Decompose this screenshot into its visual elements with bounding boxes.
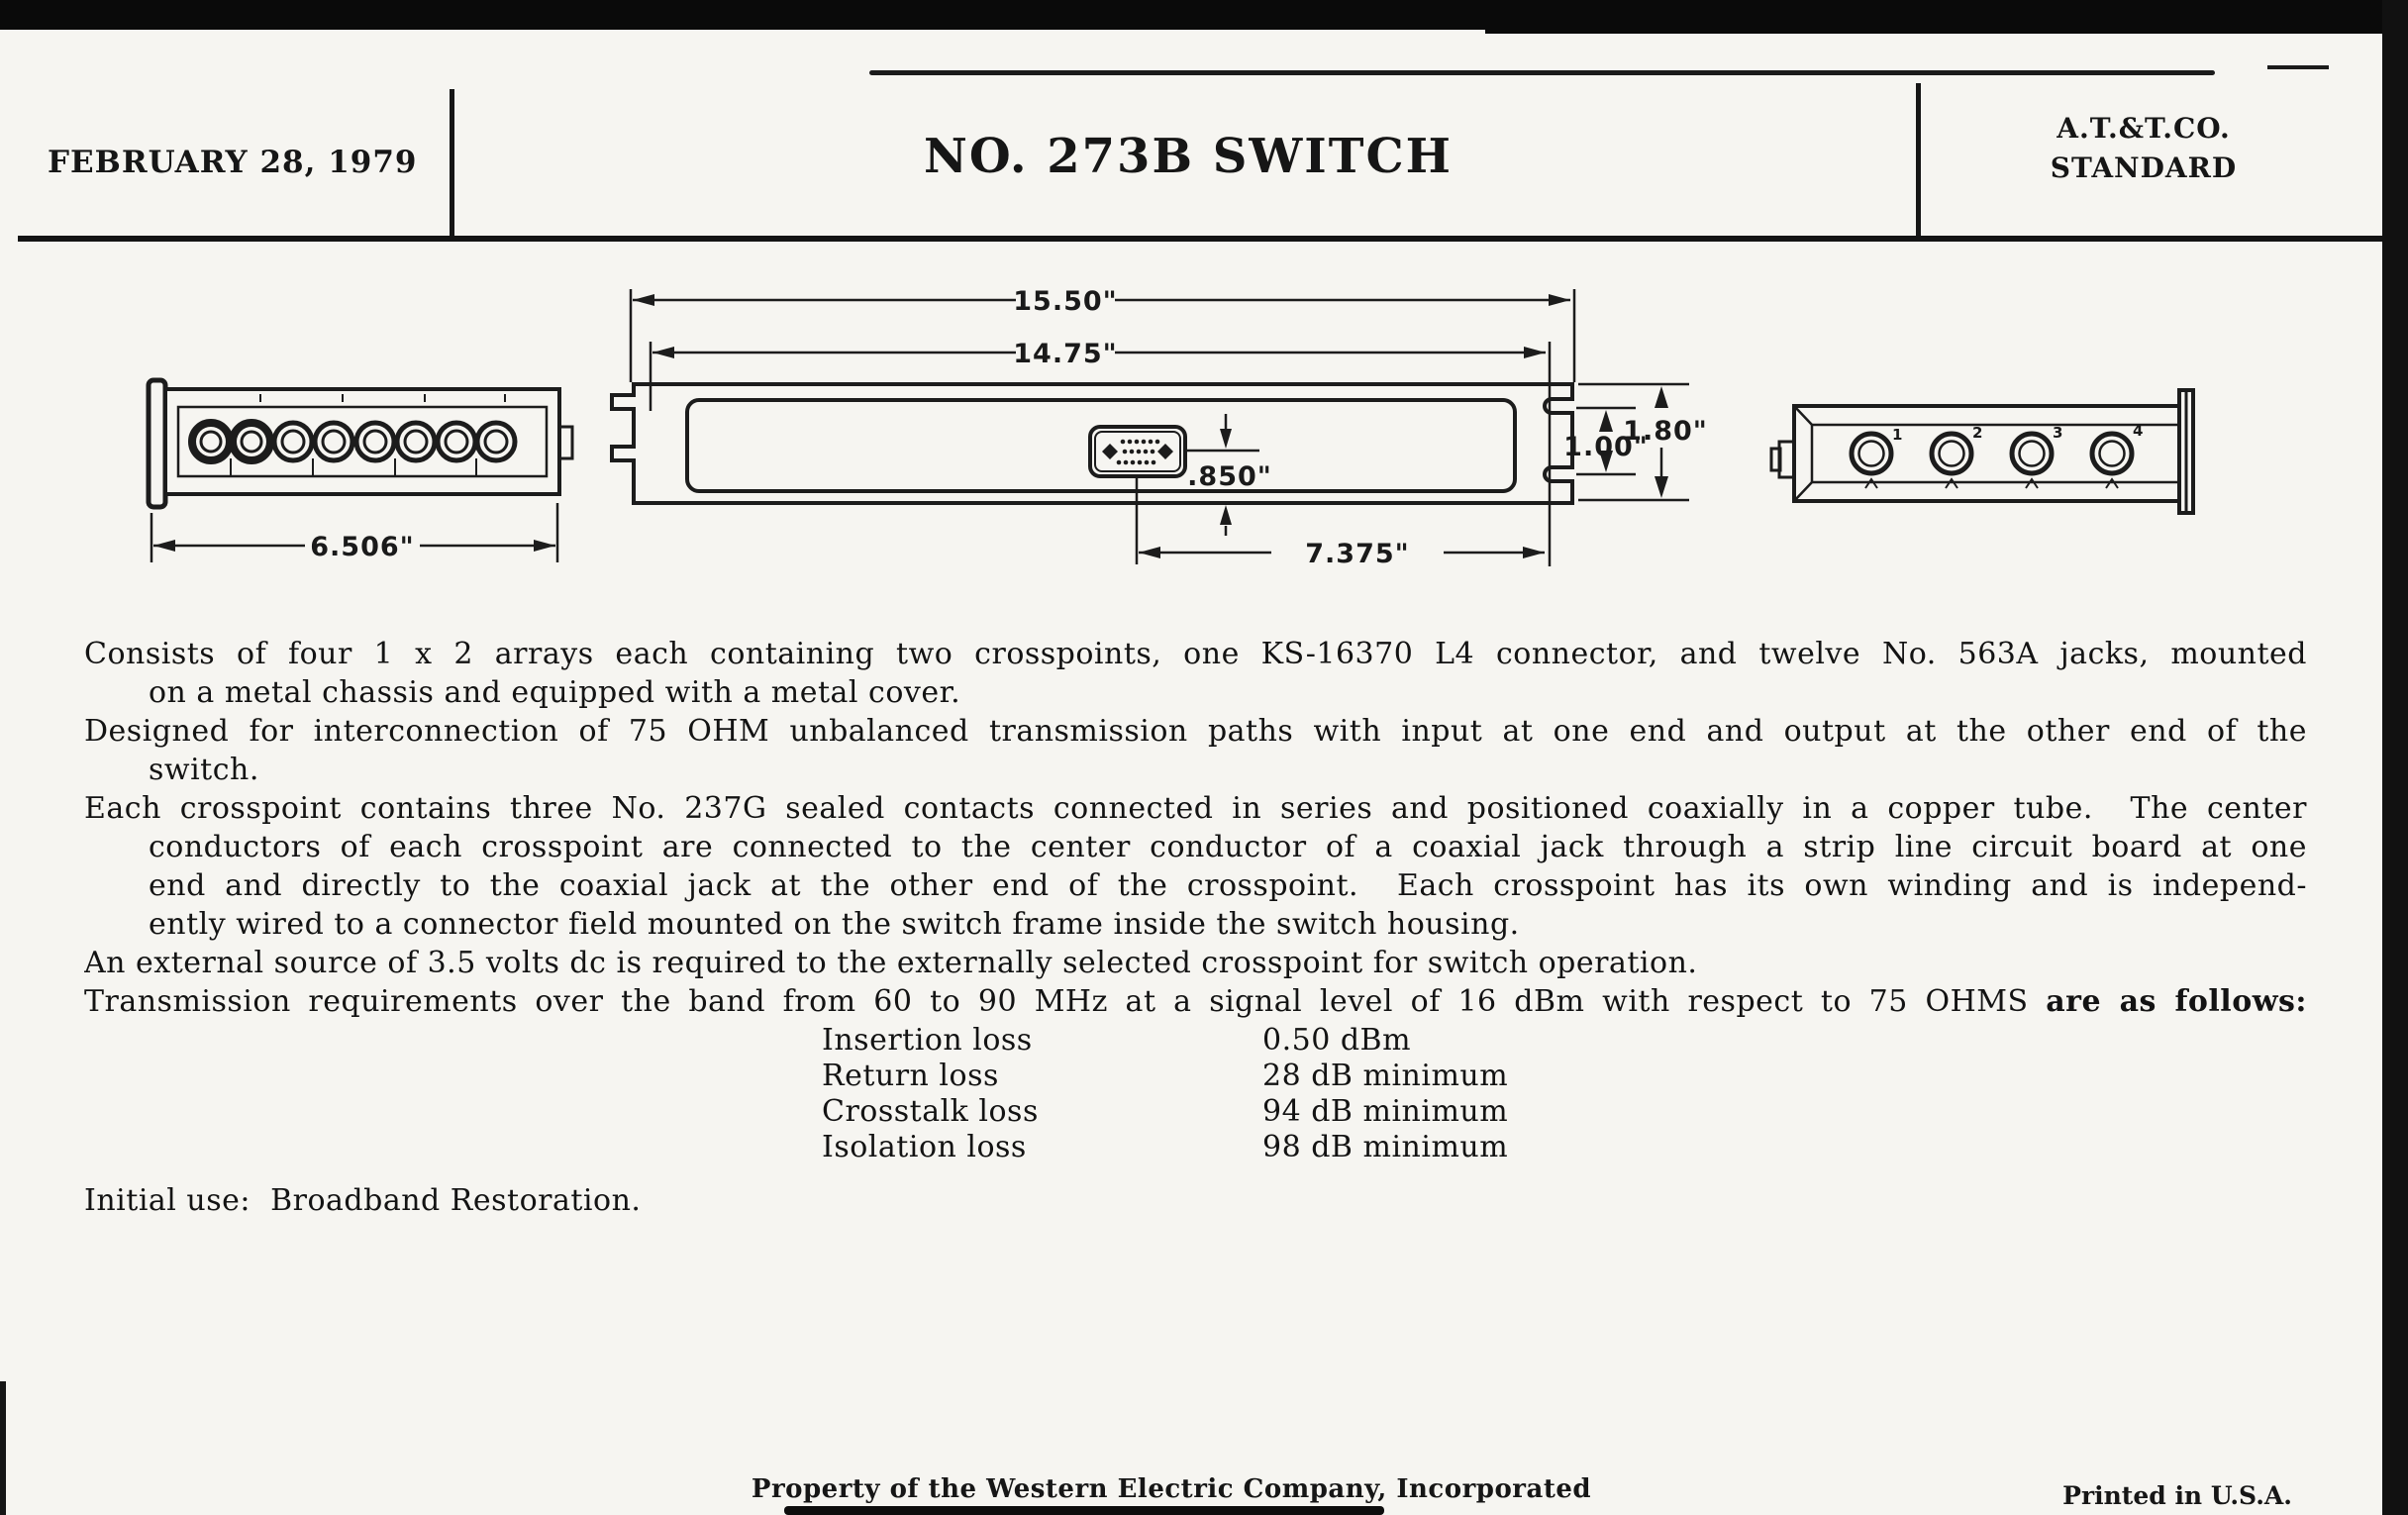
requirement-value: 28 dB minimum: [1262, 1059, 1509, 1093]
paragraph-line: switch.: [149, 753, 259, 787]
org-name: A.T.&T.CO.: [2057, 112, 2231, 145]
paragraph-line: Designed for interconnection of 75 OHM unbalanced transmission paths with input at one end and output at the other end of the: [84, 714, 2307, 749]
dimension-label-overall: 15.50": [1013, 286, 1118, 317]
dimension-label-end: 7.375": [1305, 539, 1410, 569]
paragraph-line: ently wired to a connector field mounted on the switch frame inside the switch housing.: [149, 907, 1520, 942]
are-as-follows-text: are as follows:: [2046, 984, 2307, 1019]
right-end-view: [1771, 390, 2193, 513]
header-bottom-rule: [18, 236, 2384, 242]
org-standard: STANDARD: [2050, 152, 2238, 184]
dimension-label-height: 1.80": [1623, 416, 1708, 447]
initial-use-line: Initial use: Broadband Restoration.: [84, 1183, 642, 1218]
requirement-label: Return loss: [822, 1059, 999, 1093]
jack-number-label: 2: [1972, 424, 1983, 442]
technical-drawing: [0, 275, 2408, 604]
table-row: [822, 1059, 2307, 1094]
footer-printed-in-usa: Printed in U.S.A.: [2062, 1481, 2292, 1510]
scan-border-right: [2382, 0, 2408, 1515]
paragraph-line: Each crosspoint contains three No. 237G sealed contacts connected in series and positioned coaxially in a copper tube. The center: [84, 791, 2307, 826]
requirement-label: Crosstalk loss: [822, 1094, 1039, 1129]
footer-property-notice: Property of the Western Electric Company, Incorporated: [751, 1474, 1592, 1504]
paragraph-line: conductors of each crosspoint are connected to the center conductor of a coaxial jack through a strip line circuit board at one: [149, 830, 2307, 864]
scan-border-left: [0, 1381, 6, 1515]
org-standard-label: [1911, 109, 2376, 188]
dimension-label-inner: 14.75": [1013, 339, 1118, 369]
paragraph-line: on a metal chassis and equipped with a metal cover.: [149, 675, 961, 710]
jack-number-label: 1: [1892, 426, 1903, 444]
title-overline-rule-fragment: [2267, 65, 2329, 69]
jack-number-label: 3: [2053, 424, 2063, 442]
page-title: NO. 273B SWITCH: [923, 129, 1454, 184]
issue-date: FEBRUARY 28, 1979: [48, 145, 418, 180]
requirement-label: Insertion loss: [822, 1023, 1033, 1058]
dimension-label-offset: .850": [1187, 461, 1272, 492]
transmission-requirements-text: Transmission requirements over the band from 60 to 90 MHz at a signal level of 16 dBm with respect to 75 OHMS: [84, 984, 2047, 1019]
requirements-table: [822, 1023, 2307, 1165]
paragraph-line: end and directly to the coaxial jack at the other end of the crosspoint. Each crosspoint has its own winding and is independ-: [149, 868, 2307, 903]
top-view: [612, 289, 1689, 566]
paragraph-line: [84, 982, 2307, 1021]
table-row: [822, 1023, 2307, 1059]
requirement-label: Isolation loss: [822, 1130, 1027, 1164]
header-divider-left: [450, 89, 454, 242]
paragraph-line: Consists of four 1 x 2 arrays each containing two crosspoints, one KS-16370 L4 connector, and twelve No. 563A jacks, mounted: [84, 637, 2307, 671]
table-row: [822, 1094, 2307, 1130]
requirement-value: 0.50 dBm: [1262, 1023, 1412, 1058]
table-row: [822, 1130, 2307, 1165]
dimension-label-slot: 1.00": [1563, 432, 1649, 462]
requirement-value: 98 dB minimum: [1262, 1130, 1509, 1164]
requirement-value: 94 dB minimum: [1262, 1094, 1509, 1129]
paragraph-line: An external source of 3.5 volts dc is required to the externally selected crosspoint for switch operation.: [84, 946, 1698, 980]
title-overline-rule: [869, 70, 2215, 75]
scan-border-bottom: [784, 1506, 1384, 1515]
dimension-label-left-width: 6.506": [310, 532, 415, 562]
jack-number-label: 4: [2133, 422, 2144, 440]
scan-border-top-right: [1485, 0, 2408, 34]
body-text: [84, 635, 2307, 1220]
